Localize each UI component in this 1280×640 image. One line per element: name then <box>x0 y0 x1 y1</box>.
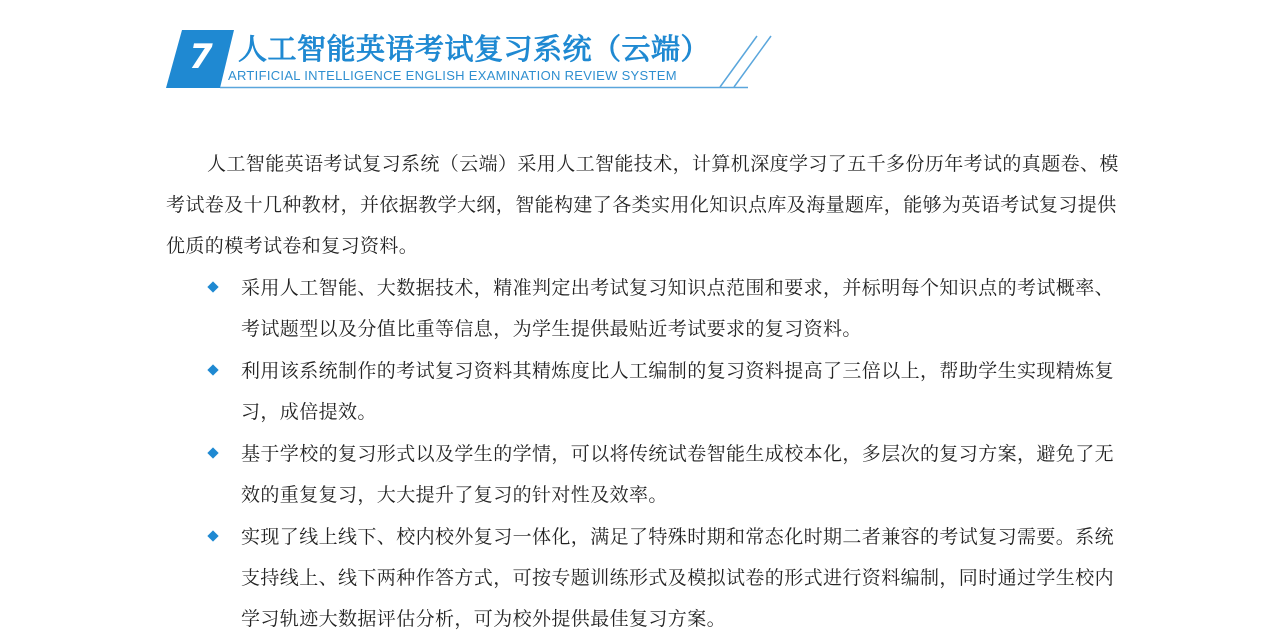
diamond-bullet-icon <box>207 447 218 458</box>
diamond-bullet-icon <box>207 364 218 375</box>
list-item <box>166 351 1121 433</box>
diamond-bullet-icon <box>207 281 218 292</box>
list-item-text: 实现了线上线下、校内校外复习一体化，满足了特殊时期和常态化时期二者兼容的考试复习需要。系统支持线上、线下两种作答方式，可按专题训练形式及模拟试卷的形式进行资料编制，同时通过学生校内学习轨迹大数据评估分析，可为校外提供最佳复习方案。 <box>241 526 1115 630</box>
slash-decoration-1 <box>720 36 757 87</box>
list-item-text: 利用该系统制作的考试复习资料其精炼度比人工编制的复习资料提高了三倍以上，帮助学生实现精炼复习，成倍提效。 <box>241 360 1115 423</box>
list-item <box>166 434 1121 516</box>
main-content <box>166 144 1121 640</box>
feature-list <box>166 268 1121 640</box>
slash-decoration-2 <box>734 36 771 87</box>
page-subtitle: ARTIFICIAL INTELLIGENCE ENGLISH EXAMINATION REVIEW SYSTEM <box>228 68 677 83</box>
list-item-text: 采用人工智能、大数据技术，精准判定出考试复习知识点范围和要求，并标明每个知识点的考试概率、考试题型以及分值比重等信息，为学生提供最贴近考试要求的复习资料。 <box>241 277 1115 340</box>
intro-paragraph: 人工智能英语考试复习系统（云端）采用人工智能技术，计算机深度学习了五千多份历年考试的真题卷、模考试卷及十几种教材，并依据教学大纲，智能构建了各类实用化知识点库及海量题库，能够为英语考试复习提供优质的模考试卷和复习资料。 <box>166 153 1119 257</box>
list-item <box>166 517 1121 640</box>
diamond-bullet-icon <box>207 530 218 541</box>
list-item <box>166 268 1121 350</box>
page-title: 人工智能英语考试复习系统（云端） <box>238 32 711 66</box>
list-item-text: 基于学校的复习形式以及学生的学情，可以将传统试卷智能生成校本化，多层次的复习方案，避免了无效的重复复习，大大提升了复习的针对性及效率。 <box>241 443 1115 506</box>
section-number: 7 <box>189 37 213 77</box>
section-header <box>0 0 1280 100</box>
